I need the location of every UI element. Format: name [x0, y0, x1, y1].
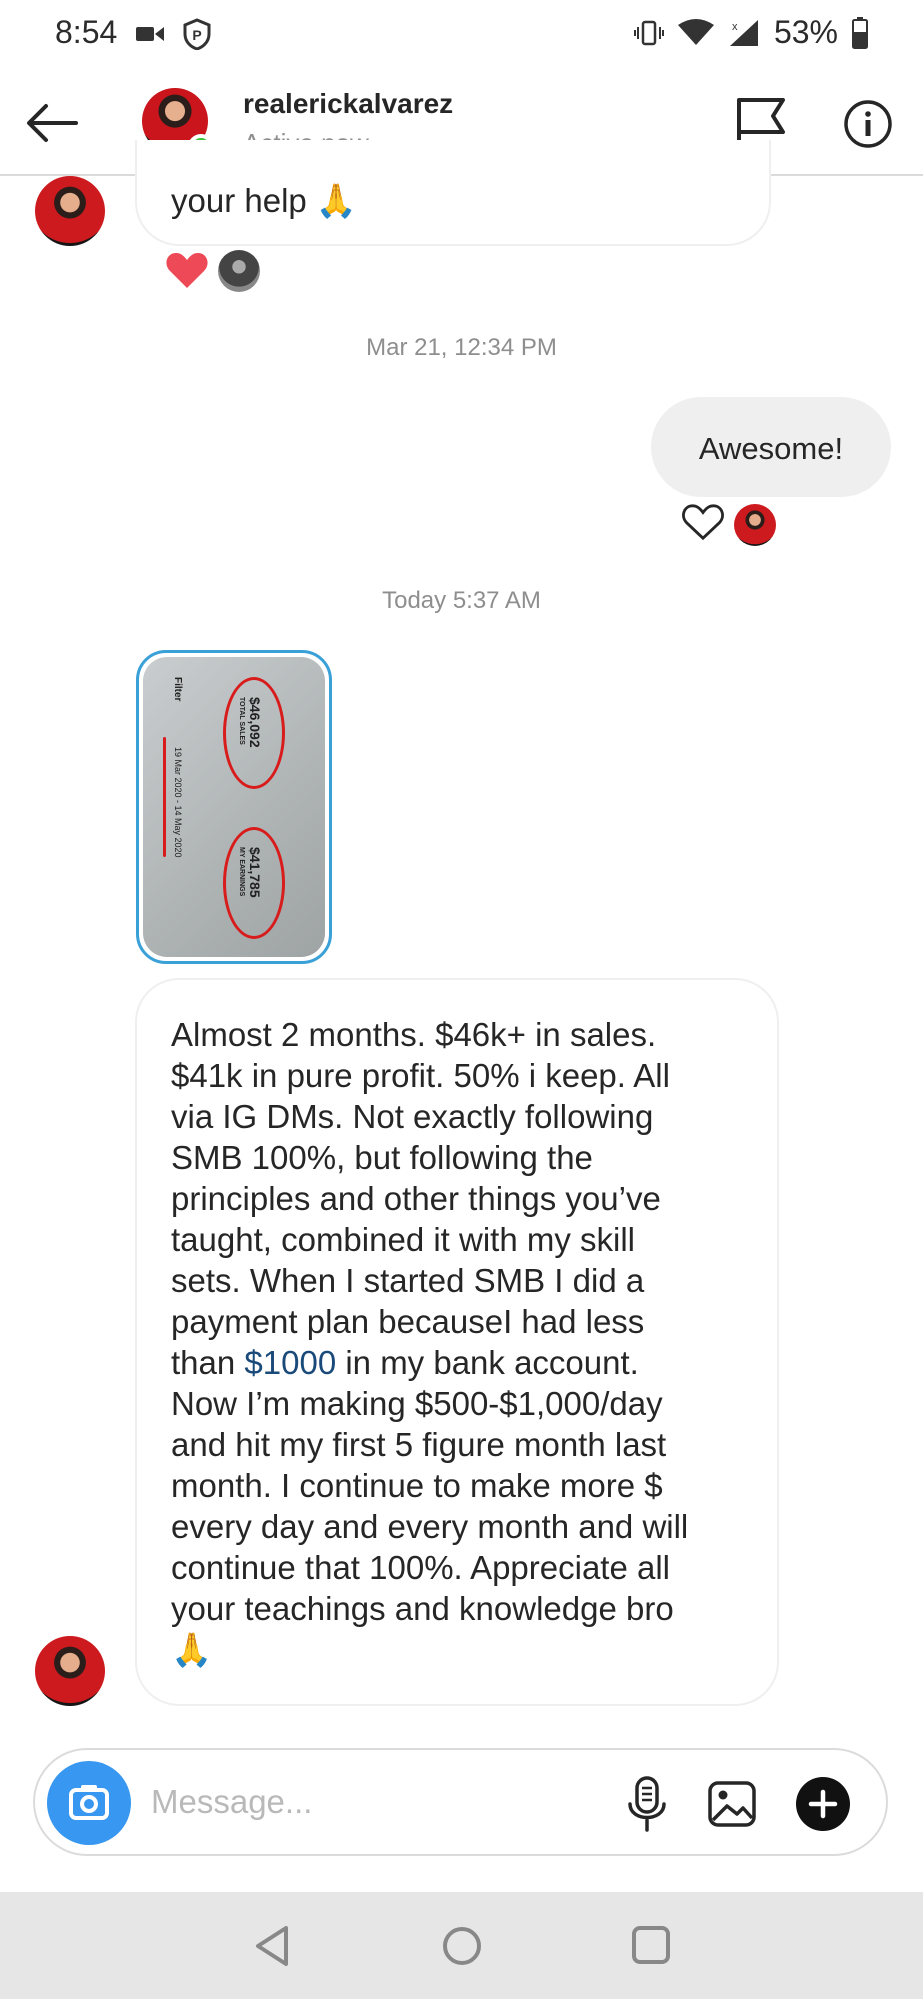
photo-earnings: $41,785 — [247, 847, 263, 898]
status-time: 8:54 — [55, 14, 118, 50]
photo-date-range: 19 Mar 2020 - 14 May 2020 — [173, 747, 183, 858]
svg-text:x: x — [731, 20, 738, 33]
battery-percent: 53% — [773, 14, 838, 50]
cellular-signal-icon — [728, 18, 760, 48]
back-arrow-icon[interactable] — [22, 98, 82, 148]
sender-avatar[interactable] — [35, 176, 105, 246]
video-camera-icon — [136, 24, 164, 44]
message-link[interactable]: $1000 — [244, 1344, 337, 1381]
incoming-message-long[interactable] — [135, 978, 779, 1706]
red-circle-annotation — [223, 827, 285, 939]
photo-total-sales-label: TOTAL SALES — [238, 697, 245, 745]
incoming-message-partial[interactable] — [135, 140, 771, 246]
message-text: Almost 2 months. $46k+ in sales. $41k in pure profit. 50% i keep. All via IG DMs. Not exactly following SMB 100%, but following the principles and other things you’ve taught, combined it with my skill sets. When I started SMB I did a payment plan becauseI had less than — [171, 1016, 670, 1381]
message-text-continued: in my bank account. Now I’m making $500-$1,000/day and hit my first 5 figure month last month. I continue to make more $ every day and every month and will continue that 100%. Appreciate all your teachings and knowledge bro 🙏 — [171, 1344, 689, 1668]
more-options-button[interactable] — [796, 1777, 850, 1831]
status-right-icons — [634, 14, 868, 51]
message-composer — [33, 1748, 888, 1856]
heart-reaction-icon[interactable] — [165, 250, 209, 290]
message-input[interactable] — [151, 1776, 631, 1828]
timestamp: Mar 21, 12:34 PM — [366, 334, 557, 361]
heart-outline-reaction-icon[interactable] — [682, 503, 724, 541]
info-icon[interactable] — [843, 99, 893, 149]
timestamp: Today 5:37 AM — [382, 587, 541, 614]
earnings-screenshot-photo — [143, 657, 325, 957]
camera-icon — [47, 1761, 131, 1845]
status-notification-icons — [136, 18, 212, 50]
photo-filter-label: Filter — [172, 677, 183, 702]
gallery-icon[interactable] — [707, 1780, 757, 1828]
outgoing-message[interactable] — [651, 397, 891, 497]
red-circle-annotation — [223, 677, 285, 789]
wifi-icon — [678, 19, 714, 47]
photo-message[interactable] — [136, 650, 332, 964]
header-username[interactable]: realerickalvarez — [243, 88, 454, 119]
battery-icon — [852, 17, 868, 49]
photo-earnings-label: MY EARNINGS — [238, 847, 245, 897]
red-line-annotation — [163, 737, 166, 857]
message-text: Awesome! — [698, 431, 844, 466]
message-text: your help 🙏 — [171, 182, 358, 219]
system-navigation-bar — [0, 1892, 923, 1999]
sender-avatar[interactable] — [35, 1636, 105, 1706]
vibrate-icon — [634, 19, 664, 47]
plus-icon — [796, 1777, 850, 1831]
nav-recents-icon[interactable] — [630, 1924, 672, 1966]
status-bar — [0, 0, 923, 70]
camera-button[interactable] — [47, 1761, 131, 1845]
microphone-icon[interactable] — [625, 1776, 669, 1832]
photo-total-sales: $46,092 — [247, 697, 263, 748]
reactor-avatar — [734, 504, 776, 546]
reactor-avatar — [218, 250, 260, 292]
nav-back-icon[interactable] — [252, 1924, 292, 1968]
svg-text:P: P — [192, 27, 202, 43]
shield-p-icon — [182, 18, 212, 50]
nav-home-icon[interactable] — [440, 1924, 484, 1968]
